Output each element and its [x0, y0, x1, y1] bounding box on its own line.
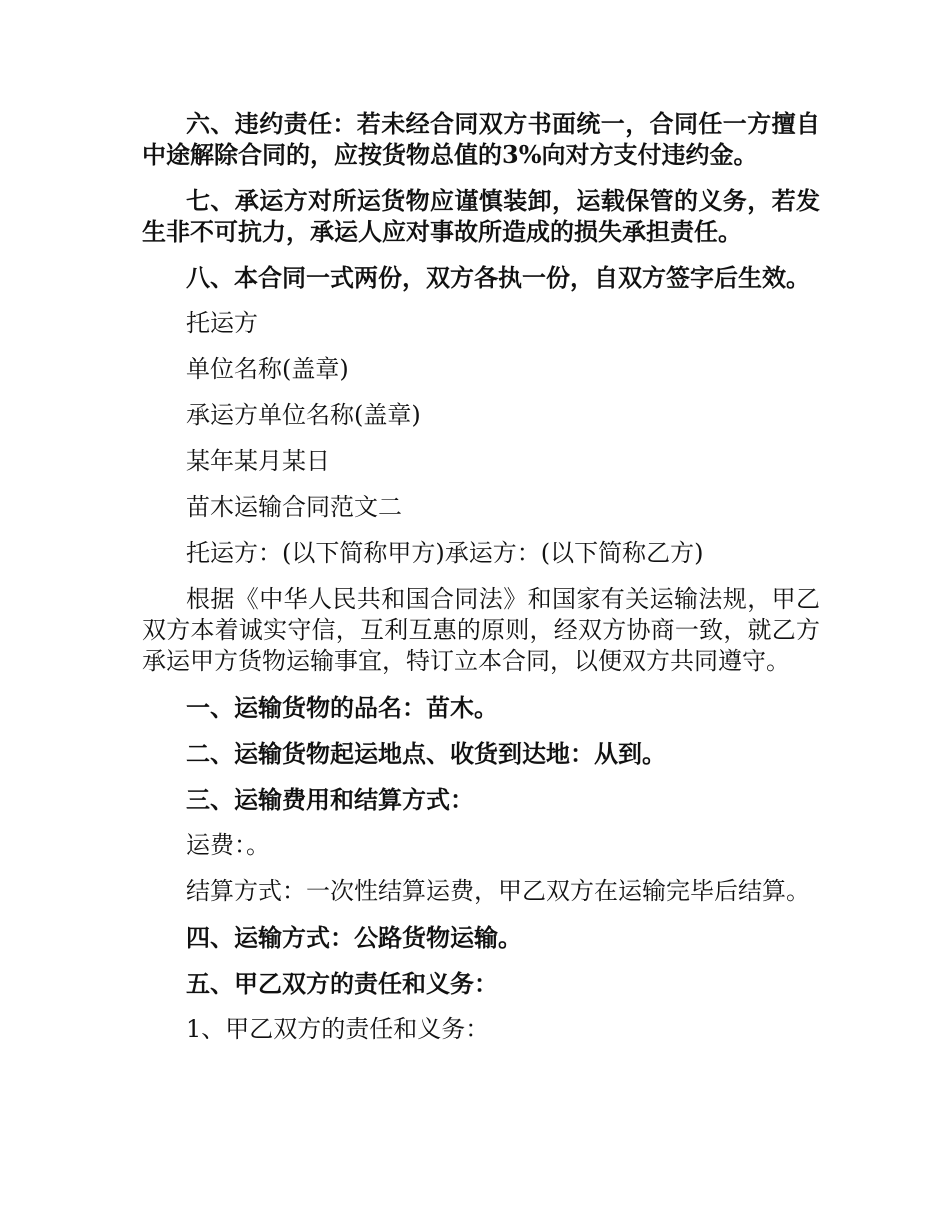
parties-line: 托运方：(以下简称甲方)承运方：(以下简称乙方): [186, 539, 704, 567]
clause-2-locations: 二、运输货物起运地点、收货到达地：从到。: [186, 739, 666, 768]
clause-1-goods-name: 一、运输货物的品名：苗木。: [186, 693, 498, 722]
carrier-unit-name-seal: 承运方单位名称(盖章): [186, 401, 421, 429]
clause-7-carrier-duty: 七、承运方对所运货物应谨慎装卸，运载保管的义务，若发生非不可抗力，承运人应对事故所造成的损失承担责任。: [142, 186, 820, 246]
sample-title: 苗木运输合同范文二: [186, 493, 402, 521]
settlement-line: 结算方式：一次性结算运费，甲乙双方在运输完毕后结算。: [186, 877, 810, 905]
preamble: 根据《中华人民共和国合同法》和国家有关运输法规，甲乙双方本着诚实守信，互利互惠的原则，经双方协商一致，就乙方承运甲方货物运输事宜，特订立本合同，以便双方共同遵守。: [142, 585, 820, 675]
clause-5-duties-heading: 五、甲乙双方的责任和义务：: [186, 969, 498, 998]
sub-clause-1-duties: 1、甲乙双方的责任和义务：: [186, 1015, 490, 1043]
shipper-label: 托运方: [186, 309, 258, 337]
clause-4-transport-mode: 四、运输方式：公路货物运输。: [186, 923, 522, 952]
date-line: 某年某月某日: [186, 447, 330, 475]
clause-3-fees-heading: 三、运输费用和结算方式：: [186, 785, 474, 814]
freight-line: 运费：。: [186, 831, 270, 859]
document-page: [142, 108, 820, 1060]
clause-6-breach-liability: 六、违约责任：若未经合同双方书面统一，合同任一方擅自中途解除合同的，应按货物总值的3%向对方支付违约金。: [142, 109, 820, 169]
unit-name-seal: 单位名称(盖章): [186, 355, 349, 383]
clause-8-copies: 八、本合同一式两份，双方各执一份，自双方签字后生效。: [186, 263, 810, 292]
